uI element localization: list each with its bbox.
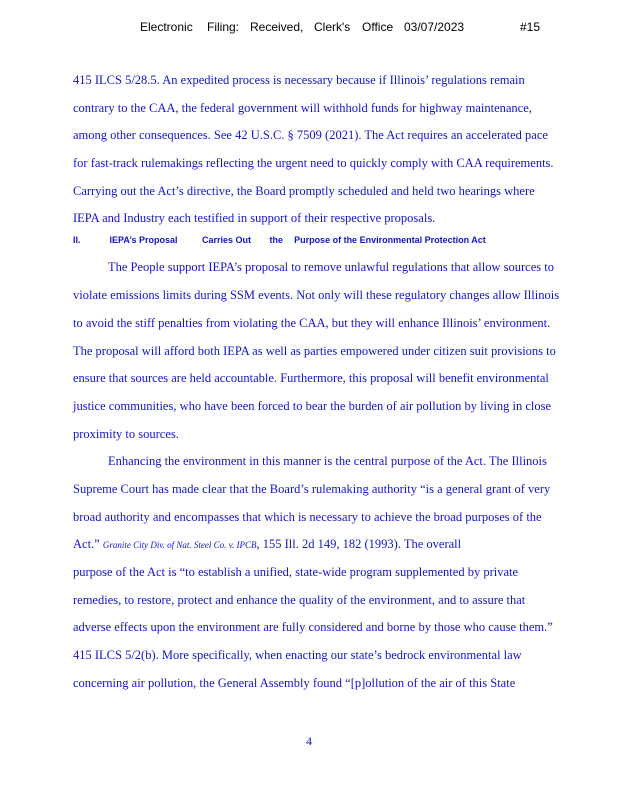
text-line: for fast-track rulemakings reflecting the urgent need to quickly comply with CAA requirements.	[73, 156, 554, 171]
body-text	[73, 70, 588, 700]
section-heading-word: Carries Out	[202, 235, 252, 246]
text-line: contrary to the CAA, the federal government will withhold funds for highway maintenance,	[73, 100, 532, 115]
section-heading	[73, 230, 588, 257]
text-line: broad authority and encompasses that which is necessary to achieve the broad purposes of the	[73, 509, 542, 524]
citation-line	[73, 534, 588, 562]
text-line: Enhancing the environment in this manner is the central purpose of the Act. The Illinois	[108, 454, 547, 469]
section-heading-word: Purpose of the Environmental Protection Act	[294, 235, 486, 246]
filing-header	[0, 20, 618, 38]
text-line: IEPA and Industry each testified in support of their respective proposals.	[73, 211, 436, 226]
text-line: justice communities, who have been forced to bear the burden of air pollution by living in close	[73, 398, 551, 413]
header-word: Received,	[250, 20, 304, 34]
text-line: violate emissions limits during SSM events. Not only will these regulatory changes allow Illinois	[73, 288, 560, 303]
header-word: Electronic	[140, 20, 193, 34]
text-line: 415 ILCS 5/2(b). More specifically, when enacting our state’s bedrock environmental law	[73, 648, 522, 663]
case-citation: Granite City Div. of Nat. Steel Co. v. IPCB	[102, 540, 257, 551]
text-line: among other consequences. See 42 U.S.C. § 7509 (2021). The Act requires an accelerated pace	[73, 128, 548, 143]
page-number: 4	[306, 734, 312, 748]
text-line: The proposal will afford both IEPA as well as parties empowered under citizen suit provisions to	[73, 343, 556, 358]
text-line: to avoid the stiff penalties from violating the CAA, but they will enhance Illinois’ environment.	[73, 315, 551, 330]
text-line: Supreme Court has made clear that the Board’s rulemaking authority “is a general grant of very	[73, 481, 551, 496]
text-line: concerning air pollution, the General Assembly found “[p]ollution of the air of this State	[73, 675, 516, 690]
header-word: Filing:	[207, 20, 240, 34]
section-heading-word: IEPA’s Proposal	[109, 235, 178, 246]
text-line: remedies, to restore, protect and enhance the quality of the environment, and to assure that	[73, 592, 526, 607]
text-line: proximity to sources.	[73, 426, 179, 441]
citation-lead: Act.”	[73, 537, 100, 552]
text-line: Carrying out the Act’s directive, the Board promptly scheduled and held two hearings where	[73, 183, 535, 198]
section-number: II.	[73, 235, 81, 246]
citation-tail: , 155 Ill. 2d 149, 182 (1993). The overall	[256, 537, 462, 552]
text-line: 415 ILCS 5/28.5. An expedited process is necessary because if Illinois’ regulations remain	[73, 73, 525, 87]
text-line: adverse effects upon the environment are fully considered and borne by those who cause them.”	[73, 620, 553, 635]
header-word: Clerk's	[314, 20, 351, 34]
text-line: purpose of the Act is “to establish a unified, state-wide program supplemented by private	[73, 565, 519, 579]
text-line: ensure that sources are held accountable. Furthermore, this proposal will benefit environmental	[73, 371, 549, 386]
section-heading-word: the	[269, 235, 284, 246]
header-word: Office	[362, 20, 394, 34]
header-doc-number: #15	[520, 20, 541, 34]
header-date: 03/07/2023	[404, 20, 465, 34]
text-line: The People support IEPA’s proposal to remove unlawful regulations that allow sources to	[108, 260, 554, 275]
